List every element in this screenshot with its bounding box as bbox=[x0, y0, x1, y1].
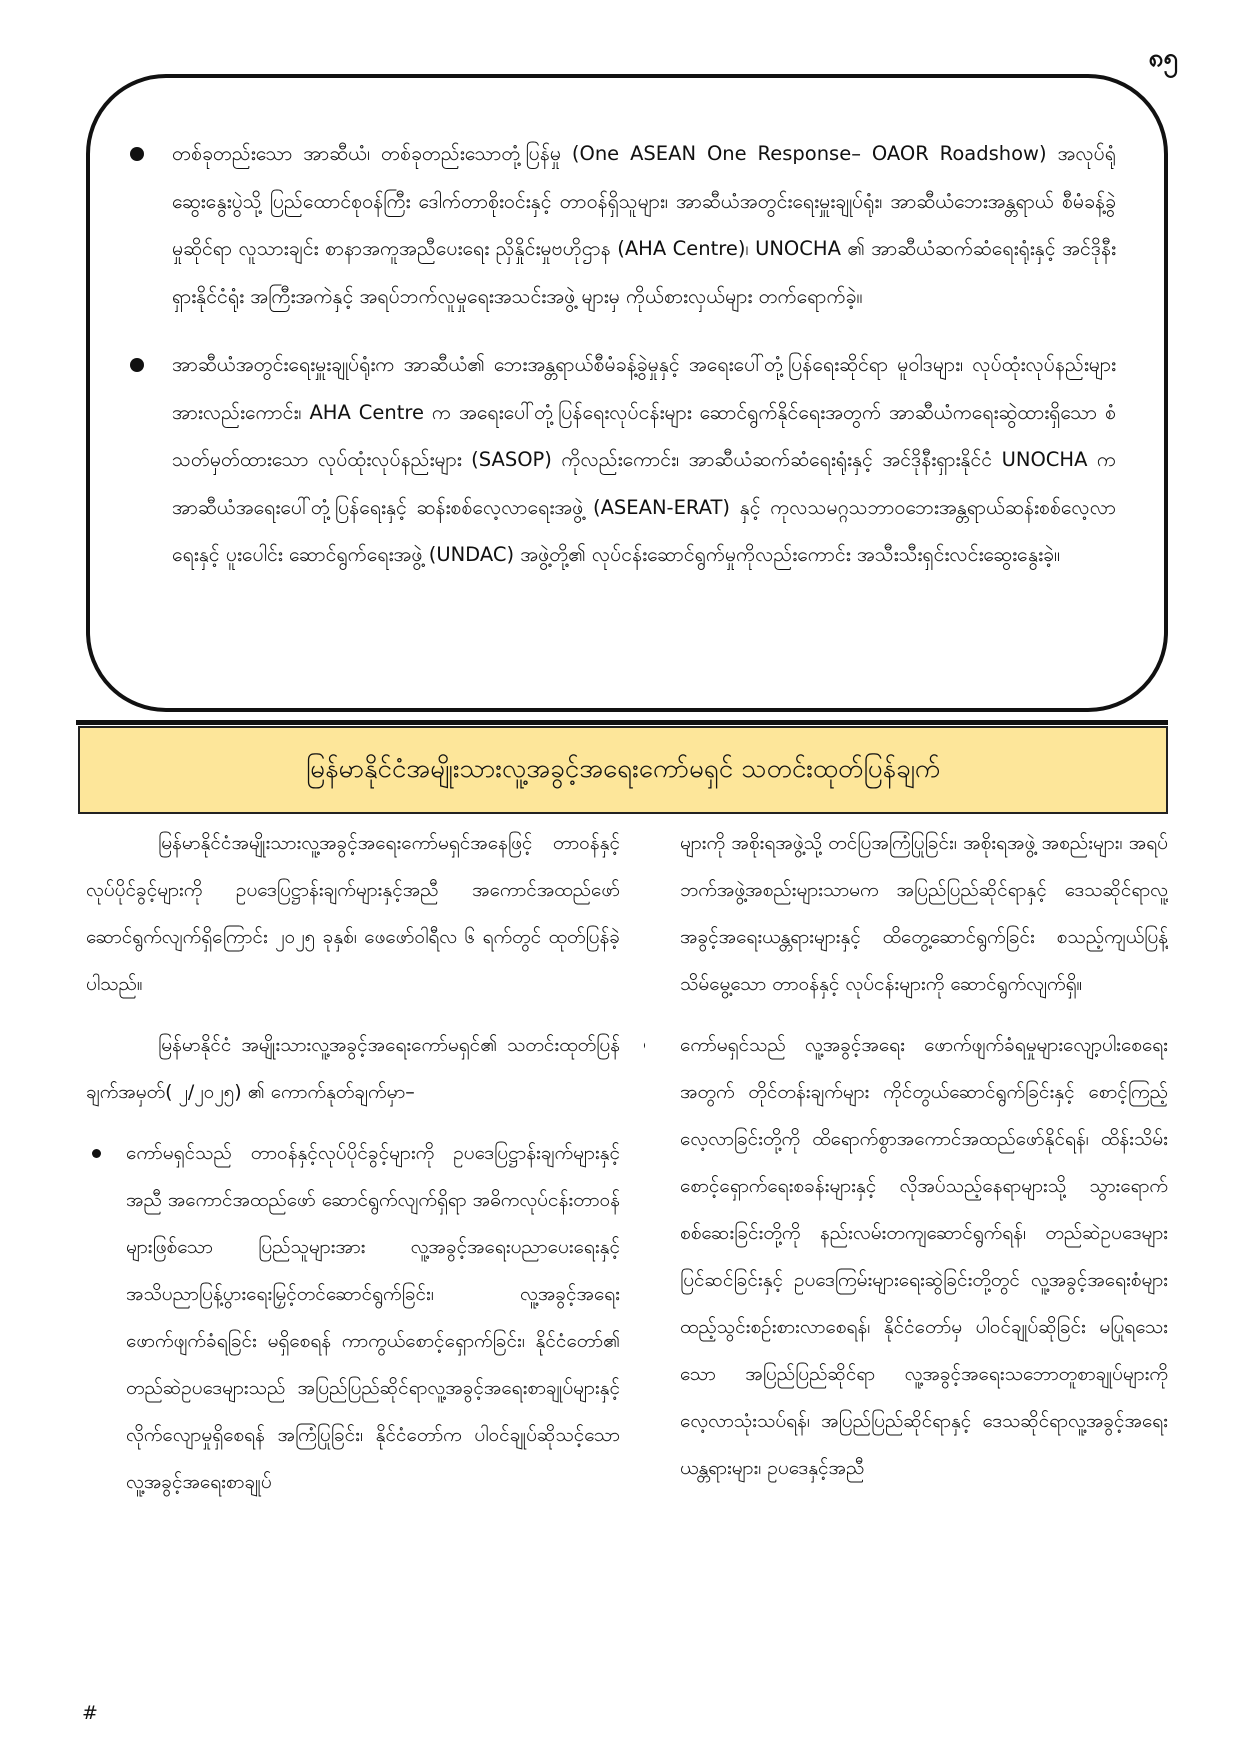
box-bullet-text: တစ်ခုတည်းသော အာဆီယံ၊ တစ်ခုတည်းသောတုံ့ပြန်မှု (One ASEAN One Response– OAOR Roadshow) အလုပ်ရုံဆွေးနွေးပွဲသို့ ပြည်ထောင်စုဝန်ကြီး ဒေါက်တာစိုးဝင်းနှင့် တာဝန်ရှိသူများ၊ အာဆီယံအတွင်းရေးမှူးချုပ်ရုံး၊ အာဆီယံဘေးအန္တရာယ် စီမံခန့်ခွဲမှုဆိုင်ရာ လူသားချင်း စာနာအကူအညီပေးရေး ညှိနှိုင်းမှုဗဟိုဌာန (AHA Centre)၊ UNOCHA ၏ အာဆီယံဆက်ဆံရေးရုံးနှင့် အင်ဒိုနီးရှားနိုင်ငံရုံး အကြီးအကဲနှင့် အရပ်ဘက်လူမှုရေးအသင်းအဖွဲ့ များမှ ကိုယ်စားလှယ်များ တက်ရောက်ခဲ့။ bbox=[172, 142, 1116, 308]
left-column bbox=[86, 820, 620, 1520]
list-item-text: ကော်မရှင်သည် တာဝန်နှင့်လုပ်ပိုင်ခွင့်များကို ဥပဒေပြဋ္ဌာန်းချက်များနှင့်အညီ အကောင်အထည်ဖော် ဆောင်ရွက်လျက်ရှိရာ အဓိကလုပ်ငန်းတာဝန်များဖြစ်သော ပြည်သူများအား လူ့အခွင့်အရေးပညာပေးရေးနှင့် အသိပညာပြန့်ပွားရေးမြှင့်တင်ဆောင်ရွက်ခြင်း၊ လူ့အခွင့်အရေး ဖောက်ဖျက်ခံရခြင်း မရှိစေရန် ကာကွယ်စောင့်ရှောက်ခြင်း၊ နိုင်ငံတော်၏ တည်ဆဲဥပဒေများသည် အပြည်ပြည်ဆိုင်ရာလူ့အခွင့်အရေးစာချုပ်များနှင့် လိုက်လျောမှုရှိစေရန် အကြံပြုခြင်း၊ နိုင်ငံတော်က ပါဝင်ချုပ်ဆိုသင့်သော လူ့အခွင့်အရေးစာချုပ် bbox=[126, 1142, 620, 1493]
box-bullet-text: အာဆီယံအတွင်းရေးမှူးချုပ်ရုံးက အာဆီယံ၏ ဘေးအန္တရာယ်စီမံခန့်ခွဲမှုနှင့် အရေးပေါ်တုံ့ပြန်ရေးဆိုင်ရာ မူဝါဒများ၊ လုပ်ထုံးလုပ်နည်းများအားလည်းကောင်း၊ AHA Centre က အရေးပေါ်တုံ့ပြန်ရေးလုပ်ငန်းများ ဆောင်ရွက်နိုင်ရေးအတွက် အာဆီယံကရေးဆွဲထားရှိသော စံသတ်မှတ်ထားသော လုပ်ထုံးလုပ်နည်းများ (SASOP) ကိုလည်းကောင်း၊ အာဆီယံဆက်ဆံရေးရုံးနှင့် အင်ဒိုနီးရှားနိုင်ငံ UNOCHA က အာဆီယံအရေးပေါ်တုံ့ပြန်ရေးနှင့် ဆန်းစစ်လေ့လာရေးအဖွဲ့ (ASEAN-ERAT) နှင့် ကုလသမဂ္ဂသဘာဝဘေးအန္တရာယ်ဆန်းစစ်လေ့လာရေးနှင့် ပူးပေါင်း ဆောင်ရွက်ရေးအဖွဲ့ (UNDAC) အဖွဲ့တို့၏ လုပ်ငန်းဆောင်ရွက်မှုကိုလည်းကောင်း အသီးသီးရှင်းလင်းဆွေးနွေးခဲ့။ bbox=[172, 353, 1116, 566]
paragraph: မြန်မာနိုင်ငံအမျိုးသားလူ့အခွင့်အရေးကော်မရှင်အနေဖြင့် တာဝန်နှင့်လုပ်ပိုင်ခွင့်များကို ဥပဒေပြဋ္ဌာန်းချက်များနှင့်အညီ အကောင်အထည်ဖော်ဆောင်ရွက်လျက်ရှိကြောင်း ၂၀၂၅ ခုနှစ်၊ ဖေဖော်ဝါရီလ ၆ ရက်တွင် ထုတ်ပြန်ခဲ့ပါသည်။ bbox=[86, 832, 620, 995]
footer-mark: # bbox=[82, 1702, 98, 1724]
list-item bbox=[86, 1130, 620, 1506]
paragraph: များကို အစိုးရအဖွဲ့သို့ တင်ပြအကြံပြုခြင်း၊ အစိုးရအဖွဲ့ အစည်းများ၊ အရပ်ဘက်အဖွဲ့အစည်းများသာမက အပြည်ပြည်ဆိုင်ရာနှင့် ဒေသဆိုင်ရာလူ့အခွင့်အရေးယန္တရားများနှင့် ထိတွေ့ဆောင်ရွက်ခြင်း စသည့်ကျယ်ပြန့်သိမ်မွေ့သော တာဝန်နှင့် လုပ်ငန်းများကို ဆောင်ရွက်လျက်ရှိ။ bbox=[680, 832, 1168, 995]
paragraph: မြန်မာနိုင်ငံ အမျိုးသားလူ့အခွင့်အရေးကော်မရှင်၏ သတင်းထုတ်ပြန်ချက်အမှတ်( ၂/၂၀၂၅) ၏ ကောက်နုတ်ချက်မှာ– bbox=[86, 1034, 620, 1103]
highlight-box bbox=[86, 74, 1168, 712]
section-divider bbox=[76, 720, 1168, 725]
box-bullet-item bbox=[130, 341, 1116, 579]
bullet-icon bbox=[130, 147, 144, 161]
box-bullet-item bbox=[130, 130, 1116, 320]
page-number: ၈၅ bbox=[1148, 43, 1178, 73]
list-item bbox=[644, 1022, 1168, 1492]
bullet-icon bbox=[644, 1041, 645, 1050]
list-item-text: ကော်မရှင်သည် လူ့အခွင့်အရေး ဖောက်ဖျက်ခံရမှုများလျော့ပါးစေရေးအတွက် တိုင်တန်းချက်များ ကိုင်တွယ်ဆောင်ရွက်ခြင်းနှင့် စောင့်ကြည့်လေ့လာခြင်းတို့ကို ထိရောက်စွာအကောင်အထည်ဖော်နိုင်ရန်၊ ထိန်းသိမ်းစောင့်ရှောက်ရေးစခန်းများနှင့် လိုအပ်သည့်နေရာများသို့ သွားရောက်စစ်ဆေးခြင်းတို့ကို နည်းလမ်းတကျဆောင်ရွက်ရန်၊ တည်ဆဲဥပဒေများ ပြင်ဆင်ခြင်းနှင့် ဥပဒေကြမ်းများရေးဆွဲခြင်းတို့တွင် လူ့အခွင့်အရေးစံများ ထည့်သွင်းစဉ်းစားလာစေရန်၊ နိုင်ငံတော်မှ ပါဝင်ချုပ်ဆိုခြင်း မပြုရသေးသော အပြည်ပြည်ဆိုင်ရာ လူ့အခွင့်အရေးသဘောတူစာချုပ်များကို လေ့လာသုံးသပ်ရန်၊ အပြည်ပြည်ဆိုင်ရာနှင့် ဒေသဆိုင်ရာလူ့အခွင့်အရေးယန္တရားများ၊ ဥပဒေနှင့်အညီ bbox=[680, 1034, 1168, 1479]
right-column bbox=[644, 820, 1168, 1506]
bullet-icon bbox=[92, 1149, 101, 1158]
section-title: မြန်မာနိုင်ငံအမျိုးသားလူ့အခွင့်အရေးကော်မရှင် သတင်းထုတ်ပြန်ချက် bbox=[78, 726, 1168, 814]
bullet-icon bbox=[130, 358, 144, 372]
